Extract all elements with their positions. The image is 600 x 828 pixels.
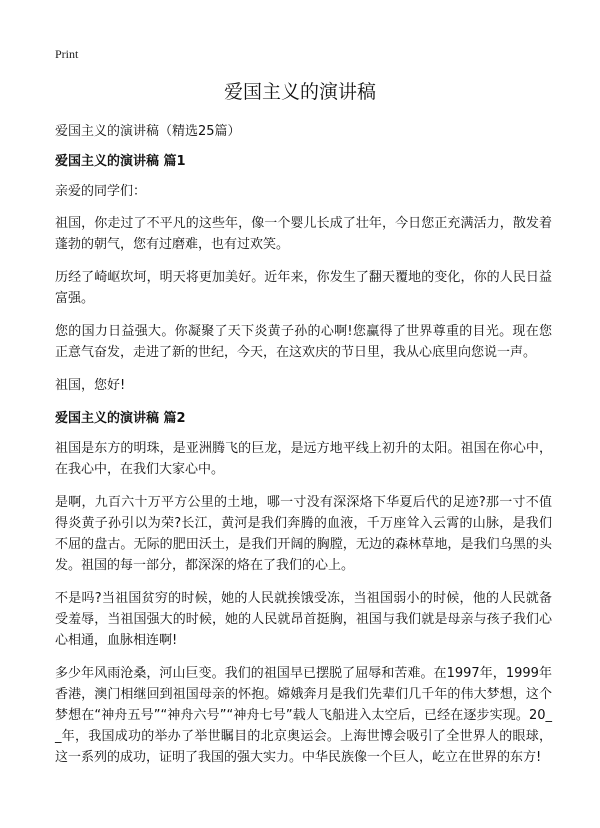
section-heading: 爱国主义的演讲稿 篇1 <box>55 154 186 169</box>
paragraph: 多少年风雨沧桑，河山巨变。我们的祖国早已摆脱了屈辱和苦难。在1997年，1999年香港，澳门相继回到祖国母亲的怀抱。嫦娥奔月是我们先辈们几千年的伟大梦想，这个梦想在“神舟五号”“神舟六号”“神舟七号”载人飞船进入太空后，已经在逐步实现。20__年，我国成功的举办了举世瞩目的北京奥运会。上海世博会吸引了全世界人的眼球，这一系列的成功，证明了我国的强大实力。中华民族像一个巨人，屹立在世界的东方! <box>55 666 552 765</box>
paragraph: 亲爱的同学们： <box>55 184 147 199</box>
paragraph: 祖国是东方的明珠，是亚洲腾飞的巨龙，是远方地平线上初升的太阳。祖国在你心中，在我心中，在我们大家心中。 <box>55 441 552 477</box>
paragraph: 历经了崎岖坎坷，明天将更加美好。近年来，你发生了翻天覆地的变化，你的人民日益富强。 <box>55 270 552 306</box>
paragraph: 您的国力日益强大。你凝聚了天下炎黄子孙的心啊!您赢得了世界尊重的目光。现在您正意气奋发，走进了新的世纪，今天，在这欢庆的节日里，我从心底里向您说一声。 <box>55 324 552 360</box>
paragraph: 是啊，九百六十万平方公里的土地，哪一寸没有深深烙下华夏后代的足迹?那一寸不值得炎黄子孙引以为荣?长江，黄河是我们奔腾的血液，千万座耸入云霄的山脉，是我们不屈的盘古。无际的肥田沃土，是我们开阔的胸膛，无边的森林草地，是我们乌黑的头发。祖国的每一部分，都深深的烙在了我们的心上。 <box>55 495 552 573</box>
document-body <box>55 121 552 780</box>
paragraph: 祖国，你走过了不平凡的这些年，像一个婴儿长成了壮年，今日您正充满活力，散发着蓬勃的朝气，您有过磨难，也有过欢笑。 <box>55 216 552 252</box>
section-heading: 爱国主义的演讲稿 篇2 <box>55 411 186 426</box>
paragraph: 祖国，您好! <box>55 378 126 393</box>
page-title: 爱国主义的演讲稿 <box>223 81 376 103</box>
paragraph: 不是吗?当祖国贫穷的时候，她的人民就挨饿受冻，当祖国弱小的时候，他的人民就备受羞辱，当祖国强大的时候，她的人民就昂首挺胸，祖国与我们就是母亲与孩子我们心心相通，血脉相连啊! <box>55 591 552 648</box>
document-subtitle: 爱国主义的演讲稿（精选25篇） <box>55 124 241 139</box>
print-link[interactable]: Print <box>55 47 79 61</box>
